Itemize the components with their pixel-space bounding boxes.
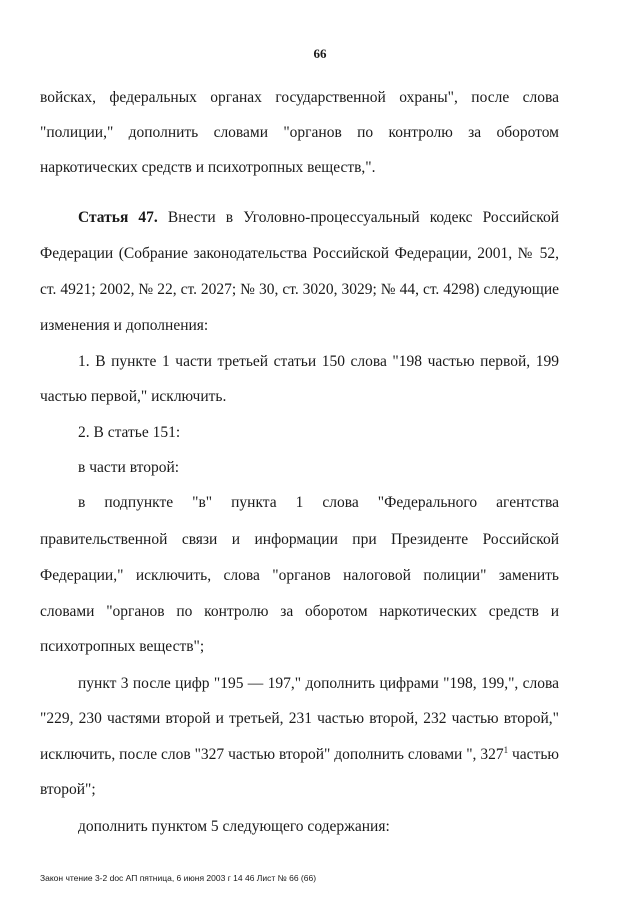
text-line: войсках, федеральных органах государственной охраны", после слова bbox=[40, 89, 559, 106]
superscript: 1 bbox=[503, 744, 509, 755]
text-fragment: исключить, после слов "327 частью второй" дополнить словами ", 327 bbox=[40, 746, 504, 763]
text-line: второй"; bbox=[40, 781, 96, 798]
text-line: "229, 230 частями второй и третьей, 231 частью второй, 232 частью второй," bbox=[40, 710, 559, 727]
text-line: частью первой," исключить. bbox=[40, 388, 227, 405]
text-line: правительственной связи и информации при Президенте Российской bbox=[40, 531, 559, 548]
page-footer: Закон чтение 3-2 doc АП пятница, 6 июня 2003 г 14 46 Лист № 66 (66) bbox=[40, 873, 317, 883]
article-label: Статья 47. bbox=[78, 209, 158, 226]
text-line bbox=[40, 745, 559, 765]
article-heading-line bbox=[78, 208, 559, 228]
text-line: 2. В статье 151: bbox=[78, 424, 181, 441]
text-line: в подпункте "в" пункта 1 слова "Федерального агентства bbox=[78, 494, 559, 511]
text-line: Федерации," исключить, слова "органов налоговой полиции" заменить bbox=[40, 567, 559, 584]
text-line: в части второй: bbox=[78, 459, 180, 476]
text-line: Федерации (Собрание законодательства Российской Федерации, 2001, № 52, bbox=[40, 245, 559, 262]
text-line: дополнить пунктом 5 следующего содержания: bbox=[78, 818, 390, 835]
text-fragment: частью bbox=[508, 746, 559, 763]
text-line: 1. В пункте 1 части третьей статьи 150 слова "198 частью первой, 199 bbox=[78, 353, 559, 370]
text-line: изменения и дополнения: bbox=[40, 317, 209, 334]
text-line: пункт 3 после цифр "195 — 197," дополнить цифрами "198, 199,", слова bbox=[78, 675, 559, 692]
text-line: словами "органов по контролю за оборотом наркотических средств и bbox=[40, 603, 559, 620]
text-line: наркотических средств и психотропных веществ,". bbox=[40, 159, 376, 176]
text-line: ст. 4921; 2002, № 22, ст. 2027; № 30, ст. 3020, 3029; № 44, ст. 4298) следующие bbox=[40, 281, 559, 298]
text-line: психотропных веществ"; bbox=[40, 638, 205, 655]
text-line: "полиции," дополнить словами "органов по контролю за оборотом bbox=[40, 124, 559, 141]
article-intro: Внести в Уголовно-процессуальный кодекс Российской bbox=[157, 209, 559, 226]
page-number: 66 bbox=[313, 46, 327, 61]
